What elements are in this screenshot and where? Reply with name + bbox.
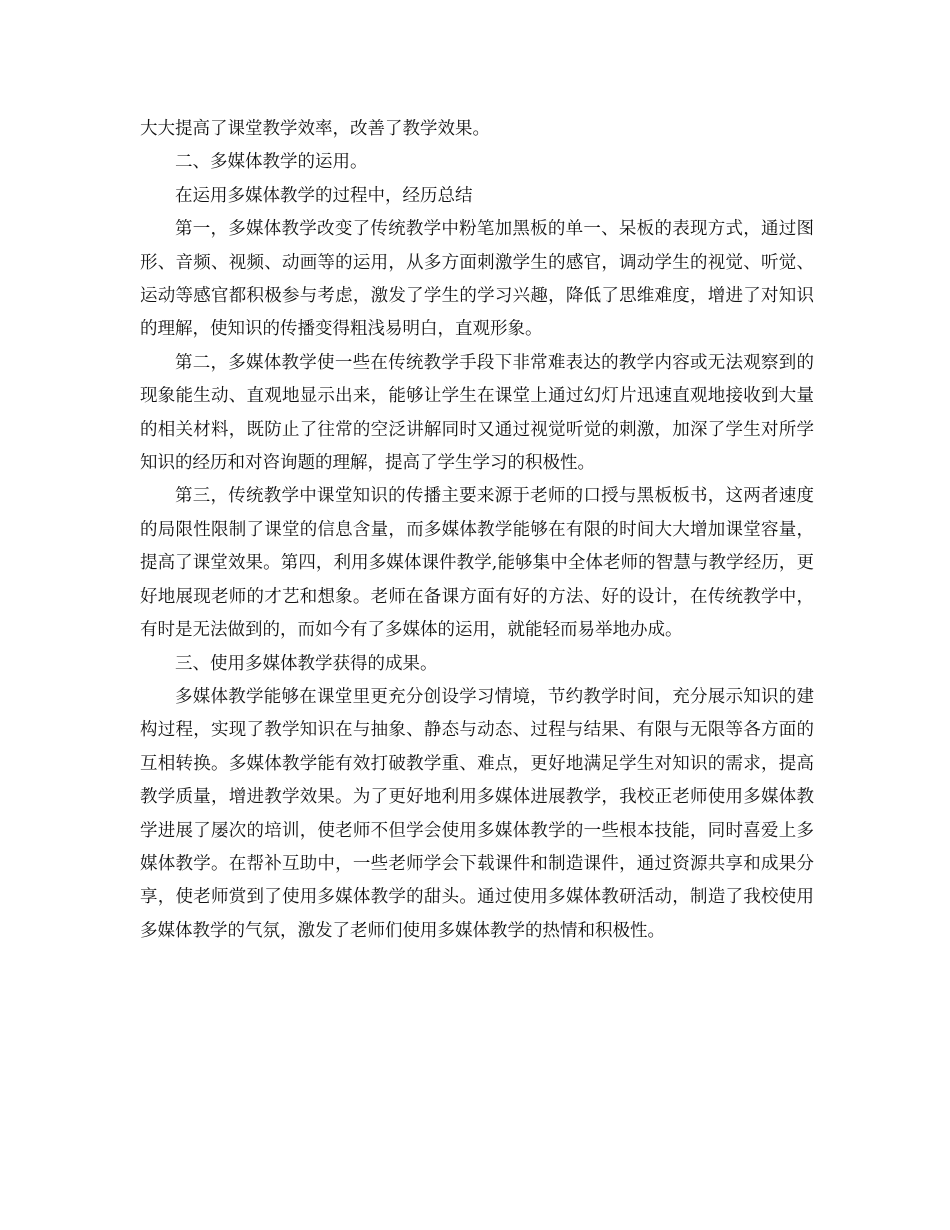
document-body <box>140 113 814 948</box>
section-heading-2: 二、多媒体教学的运用。 <box>175 152 368 173</box>
section-heading-3: 三、使用多媒体教学获得的成果。 <box>175 653 438 674</box>
paragraph-continuation: 大大提高了课堂教学效率，改善了教学效果。 <box>140 119 490 139</box>
paragraph-results: 多媒体教学能够在课堂里更充分创设学习情境，节约教学时间，充分展示知识的建构过程，实现了教学知识在与抽象、静态与动态、过程与结果、有限与无限等各方面的互相转换。多媒体教学能有效打破教学重、难点，更好地满足学生对知识的需求，提高教学质量，增进教学效果。为了更好地利用多媒体进展教学，我校正老师使用多媒体教学进展了屡次的培训，使老师不但学会使用多媒体教学的一些根本技能，同时喜爱上多媒体教学。在帮补互助中，一些老师学会下载课件和制造课件，通过资源共享和成果分享，使老师赏到了使用多媒体教学的甜头。通过使用多媒体教研活动，制造了我校使用多媒体教学的气氛，激发了老师们使用多媒体教学的热情和积极性。 <box>140 686 814 941</box>
paragraph-second: 第二，多媒体教学使一些在传统教学手段下非常难表达的教学内容或无法观察到的现象能生动、直观地显示出来，能够让学生在课堂上通过幻灯片迅速直观地接收到大量的相关材料，既防止了往常的空泛讲解同时又通过视觉听觉的刺激，加深了学生对所学知识的经历和对咨询题的理解，提高了学生学习的积极性。 <box>140 352 814 474</box>
paragraph-intro: 在运用多媒体教学的过程中，经历总结 <box>175 185 473 206</box>
paragraph-first: 第一，多媒体教学改变了传统教学中粉笔加黑板的单一、呆板的表现方式，通过图形、音频、视频、动画等的运用，从多方面刺激学生的感官，调动学生的视觉、听觉、运动等感官都积极参与考虑，激发了学生的学习兴趣，降低了思维难度，增进了对知识的理解，使知识的传播变得粗浅易明白，直观形象。 <box>140 219 814 340</box>
paragraph-third-fourth: 第三，传统教学中课堂知识的传播主要来源于老师的口授与黑板板书，这两者速度的局限性限制了课堂的信息含量，而多媒体教学能够在有限的时间大大增加课堂容量，提高了课堂效果。第四，利用多媒体课件教学,能够集中全体老师的智慧与教学经历，更好地展现老师的才艺和想象。老师在备课方面有好的方法、好的设计，在传统教学中，有时是无法做到的，而如今有了多媒体的运用，就能轻而易举地办成。 <box>140 486 814 641</box>
